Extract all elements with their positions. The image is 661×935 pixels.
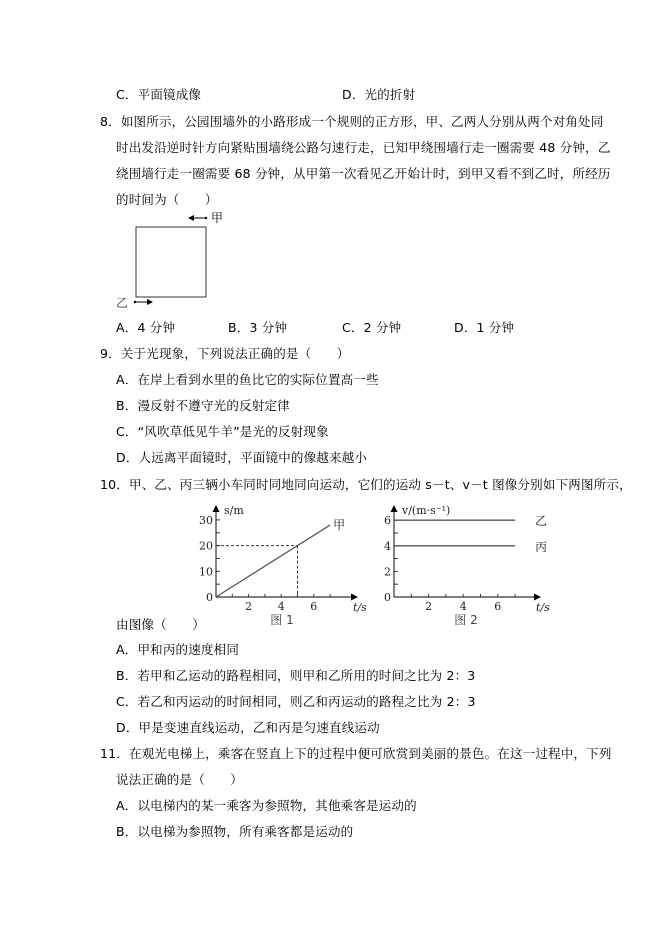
q8-option-b: B．3 分钟: [228, 320, 288, 335]
q8-stem-line: 8．如图所示，公园围墙外的小路形成一个规则的正方形，甲、乙两人分别从两个对角处同: [100, 114, 604, 129]
series-label: 乙: [535, 514, 548, 529]
y-tick-label: 4: [384, 539, 391, 553]
x-axis-arrow-icon: [534, 594, 541, 601]
x-tick-label: 4: [277, 600, 285, 613]
x-axis-label: t/s: [536, 601, 550, 614]
chart-vt: [370, 500, 560, 630]
x-tick-label: 2: [425, 600, 433, 613]
q10-option-d: D．甲是变速直线运动，乙和丙是匀速直线运动: [116, 720, 380, 735]
y-axis-label: v/(m·s⁻¹): [402, 504, 451, 517]
arrow-right-icon: [134, 299, 153, 305]
label-jia: 甲: [211, 211, 224, 225]
y-tick-label: 2: [384, 565, 391, 579]
square-path-figure: [100, 205, 240, 315]
q10-option-b: B．若甲和乙运动的路程相同，则甲和乙所用的时间之比为 2：3: [116, 668, 476, 683]
x-axis-label: t/s: [353, 601, 367, 614]
square-wall: [136, 227, 206, 297]
q8-option-a: A．4 分钟: [116, 320, 176, 335]
q9-option-c: C．“风吹草低见牛羊”是光的反射现象: [116, 424, 329, 439]
y-tick-label: 20: [199, 539, 213, 553]
y-tick-label: 10: [199, 565, 213, 579]
y-tick-label: 30: [199, 513, 213, 527]
q10-option-c: C．若乙和丙运动的时间相同，则乙和丙运动的路程之比为 2：3: [116, 694, 476, 709]
q10-stem-cont: 由图像（ ）: [116, 617, 205, 632]
q11-stem-line: 说法正确的是（ ）: [116, 772, 244, 787]
q8-stem-line: 的时间为（ ）: [116, 192, 218, 207]
q11-option-a: A．以电梯内的某一乘客为参照物，其他乘客是运动的: [116, 798, 417, 813]
series-label: 甲: [333, 518, 346, 533]
q9-option-a: A．在岸上看到水里的鱼比它的实际位置高一些: [116, 372, 379, 387]
series-line-甲: [216, 525, 330, 597]
y-axis-label: s/m: [224, 504, 244, 517]
x-axis-arrow-icon: [351, 594, 358, 601]
q7-option-c: C．平面镜成像: [116, 87, 202, 102]
q11-stem-line: 11．在观光电梯上，乘客在竖直上下的过程中便可欣赏到美丽的景色。在这一过程中，下列: [100, 746, 612, 761]
q8-option-d: D．1 分钟: [454, 320, 515, 335]
q11-option-b: B．以电梯为参照物，所有乘客都是运动的: [116, 824, 354, 839]
q7-option-d: D．光的折射: [342, 87, 416, 102]
q8-stem-line: 时出发沿逆时针方向紧贴围墙绕公路匀速行走，已知甲绕围墙行走一圈需要 48 分钟，乙: [116, 140, 611, 155]
q8-option-c: C．2 分钟: [342, 320, 402, 335]
arrow-left-icon: [188, 215, 207, 221]
series-label: 丙: [535, 539, 548, 554]
figure-caption: 图 1: [270, 613, 294, 627]
x-tick-label: 4: [459, 600, 467, 613]
x-tick-label: 2: [245, 600, 253, 613]
q9-option-d: D．人远离平面镜时，平面镜中的像越来越小: [116, 450, 368, 465]
q10-option-a: A．甲和丙的速度相同: [116, 642, 240, 657]
q8-stem-line: 绕围墙行走一圈需要 68 分钟，从甲第一次看见乙开始计时，到甲又看不到乙时，所经历: [116, 166, 611, 181]
q9-option-b: B．漫反射不遵守光的反射定律: [116, 398, 290, 413]
y-axis-arrow-icon: [213, 505, 220, 512]
x-tick-label: 6: [494, 600, 502, 613]
x-tick-label: 6: [310, 600, 318, 613]
y-tick-label: 6: [384, 514, 391, 528]
y-tick-label: 0: [206, 591, 213, 604]
q9-stem: 9．关于光现象，下列说法正确的是（ ）: [100, 346, 350, 361]
y-axis-arrow-icon: [391, 505, 398, 512]
figure-caption: 图 2: [454, 613, 478, 627]
q10-stem: 10．甲、乙、丙三辆小车同时同地同向运动，它们的运动 s－t、v－t 图像分别如下两图所示，: [100, 477, 632, 492]
chart-st: [190, 500, 370, 630]
label-yi: 乙: [116, 296, 129, 310]
y-tick-label: 0: [384, 591, 391, 604]
